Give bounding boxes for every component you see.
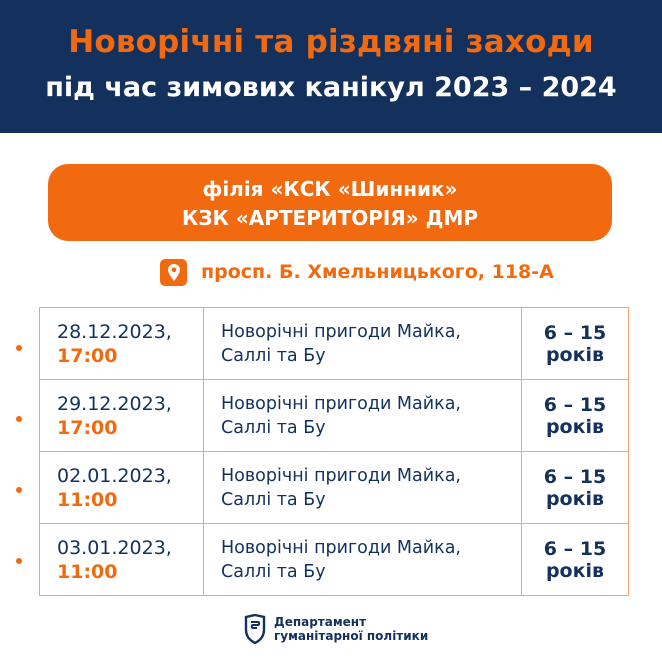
age-cell <box>522 452 629 524</box>
venue-name-line1: філія «КСК «Шинник» <box>202 177 458 201</box>
table-row <box>40 308 629 380</box>
venue-name-line2: КЗК «АРТЕРИТОРІЯ» ДМР <box>181 206 479 230</box>
row-bullet <box>16 558 22 564</box>
venue-box <box>48 164 612 241</box>
event-time: 17:00 <box>57 344 118 367</box>
event-cell <box>204 524 522 596</box>
row-bullet <box>16 416 22 422</box>
page-title: Новорічні та різдвяні заходи <box>68 24 594 60</box>
footer-line2: гуманітарної політики <box>274 629 429 643</box>
table-row <box>40 452 629 524</box>
row-bullet <box>16 487 22 493</box>
event-cell <box>204 380 522 452</box>
event-cell <box>204 452 522 524</box>
event-time: 17:00 <box>57 416 118 439</box>
footer-line1: Департамент <box>274 615 367 629</box>
schedule-table <box>39 307 629 596</box>
department-shield-logo <box>244 614 266 644</box>
address-row <box>160 258 554 286</box>
event-title: Новорічні пригоди Майка, Саллі та Бу <box>221 321 461 366</box>
table-row <box>40 524 629 596</box>
row-bullet <box>16 345 22 351</box>
event-title: Новорічні пригоди Майка, Саллі та Бу <box>221 465 461 510</box>
event-date: 28.12.2023, <box>57 320 172 343</box>
event-title: Новорічні пригоди Майка, Саллі та Бу <box>221 537 461 582</box>
location-pin-icon <box>160 259 187 286</box>
date-cell <box>40 452 204 524</box>
age-cell <box>522 524 629 596</box>
address-text: просп. Б. Хмельницького, 118-А <box>201 261 554 283</box>
date-cell <box>40 380 204 452</box>
event-time: 11:00 <box>57 488 118 511</box>
event-date: 29.12.2023, <box>57 392 172 415</box>
table-row <box>40 380 629 452</box>
event-age: 6 – 15 років <box>543 393 607 438</box>
date-cell <box>40 524 204 596</box>
header-banner <box>0 0 662 133</box>
date-cell <box>40 308 204 380</box>
event-age: 6 – 15 років <box>543 465 607 510</box>
age-cell <box>522 308 629 380</box>
event-cell <box>204 308 522 380</box>
event-date: 02.01.2023, <box>57 464 172 487</box>
event-age: 6 – 15 років <box>543 321 607 366</box>
event-age: 6 – 15 років <box>543 537 607 582</box>
age-cell <box>522 380 629 452</box>
event-title: Новорічні пригоди Майка, Саллі та Бу <box>221 393 461 438</box>
event-date: 03.01.2023, <box>57 536 172 559</box>
event-time: 11:00 <box>57 560 118 583</box>
page-subtitle: під час зимових канікул 2023 – 2024 <box>45 72 617 103</box>
footer-logo <box>244 614 428 644</box>
